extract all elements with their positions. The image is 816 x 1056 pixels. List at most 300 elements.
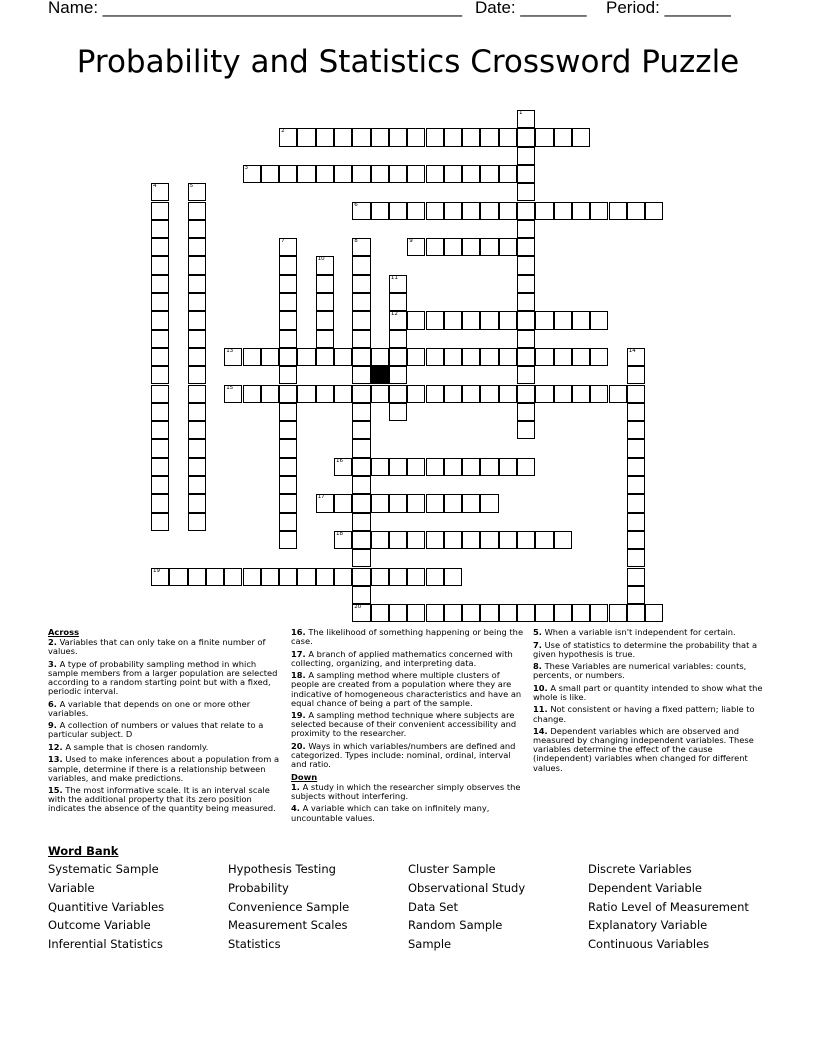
crossword-cell[interactable] <box>627 385 645 403</box>
crossword-cell[interactable] <box>352 513 370 531</box>
crossword-cell[interactable] <box>206 568 224 586</box>
crossword-cell[interactable] <box>151 293 169 311</box>
word-bank-item: Inferential Statistics <box>48 937 163 952</box>
crossword-cell[interactable] <box>334 165 352 183</box>
crossword-cell[interactable] <box>627 403 645 421</box>
crossword-cell[interactable] <box>627 494 645 512</box>
crossword-cell[interactable] <box>261 348 279 366</box>
crossword-cell[interactable] <box>554 385 572 403</box>
crossword-cell[interactable] <box>188 421 206 439</box>
crossword-cell[interactable] <box>627 586 645 604</box>
crossword-cell[interactable] <box>517 110 535 128</box>
crossword-cell[interactable] <box>279 421 297 439</box>
crossword-cell[interactable] <box>352 128 370 146</box>
crossword-cell[interactable] <box>279 275 297 293</box>
crossword-cell[interactable] <box>316 275 334 293</box>
crossword-cell[interactable] <box>572 202 590 220</box>
crossword-cell[interactable] <box>297 165 315 183</box>
crossword-cell[interactable] <box>279 403 297 421</box>
crossword-cell[interactable] <box>535 202 553 220</box>
crossword-cell[interactable] <box>407 531 425 549</box>
clues-column-1 <box>48 628 284 817</box>
crossword-cell[interactable] <box>407 202 425 220</box>
crossword-cell[interactable] <box>407 385 425 403</box>
crossword-cell[interactable] <box>389 293 407 311</box>
crossword-cell[interactable] <box>316 330 334 348</box>
crossword-cell[interactable] <box>480 165 498 183</box>
crossword-cell[interactable] <box>462 348 480 366</box>
crossword-cell[interactable] <box>151 458 169 476</box>
crossword-cell[interactable] <box>279 439 297 457</box>
crossword-cell[interactable] <box>352 275 370 293</box>
crossword-cell[interactable] <box>352 549 370 567</box>
crossword-cell[interactable] <box>316 165 334 183</box>
crossword-cell[interactable] <box>499 385 517 403</box>
crossword-cell[interactable] <box>279 494 297 512</box>
crossword-cell[interactable] <box>645 604 663 622</box>
crossword-cell[interactable] <box>389 458 407 476</box>
crossword-cell[interactable] <box>352 586 370 604</box>
across-heading: Across <box>48 627 80 637</box>
crossword-cell[interactable] <box>316 385 334 403</box>
crossword-cell[interactable] <box>480 531 498 549</box>
crossword-cell[interactable] <box>352 604 370 622</box>
crossword-cell[interactable] <box>554 311 572 329</box>
crossword-cell[interactable] <box>151 385 169 403</box>
crossword-cell[interactable] <box>151 183 169 201</box>
crossword-cell[interactable] <box>151 348 169 366</box>
crossword-cell[interactable] <box>480 348 498 366</box>
crossword-cell[interactable] <box>371 165 389 183</box>
crossword-cell[interactable] <box>609 202 627 220</box>
clue-across-13 <box>48 755 284 782</box>
crossword-cell[interactable] <box>517 458 535 476</box>
crossword-cell[interactable] <box>188 275 206 293</box>
crossword-cell[interactable] <box>389 568 407 586</box>
crossword-cell[interactable] <box>517 220 535 238</box>
crossword-cell[interactable] <box>480 238 498 256</box>
crossword-cell[interactable] <box>279 476 297 494</box>
crossword-cell[interactable] <box>188 385 206 403</box>
crossword-cell[interactable] <box>426 128 444 146</box>
crossword-cell[interactable] <box>426 385 444 403</box>
crossword-cell[interactable] <box>151 476 169 494</box>
crossword-cell[interactable] <box>627 366 645 384</box>
crossword-cell[interactable] <box>627 531 645 549</box>
crossword-cell[interactable] <box>389 202 407 220</box>
crossword-cell[interactable] <box>297 568 315 586</box>
crossword-cell[interactable] <box>572 348 590 366</box>
crossword-cell[interactable] <box>279 293 297 311</box>
crossword-cell[interactable] <box>151 568 169 586</box>
crossword-cell[interactable] <box>243 568 261 586</box>
crossword-cell[interactable] <box>462 494 480 512</box>
crossword-cell[interactable] <box>371 458 389 476</box>
crossword-cell[interactable] <box>627 549 645 567</box>
crossword-cell[interactable] <box>426 311 444 329</box>
crossword-cell[interactable] <box>352 330 370 348</box>
crossword-cell[interactable] <box>554 348 572 366</box>
crossword-cell[interactable] <box>389 403 407 421</box>
crossword-cell[interactable] <box>590 202 608 220</box>
crossword-cell[interactable] <box>572 385 590 403</box>
crossword-cell[interactable] <box>517 330 535 348</box>
crossword-cell[interactable] <box>334 385 352 403</box>
crossword-cell[interactable] <box>517 165 535 183</box>
crossword-cell[interactable] <box>444 568 462 586</box>
crossword-cell[interactable] <box>407 568 425 586</box>
crossword-cell[interactable] <box>279 311 297 329</box>
crossword-cell[interactable] <box>517 128 535 146</box>
crossword-cell[interactable] <box>151 513 169 531</box>
crossword-cell[interactable] <box>389 348 407 366</box>
crossword-cell[interactable] <box>535 385 553 403</box>
crossword-cell[interactable] <box>279 256 297 274</box>
crossword-cell[interactable] <box>188 256 206 274</box>
crossword-cell[interactable] <box>371 202 389 220</box>
crossword-cell[interactable] <box>444 202 462 220</box>
crossword-cell[interactable] <box>627 604 645 622</box>
crossword-cell[interactable] <box>590 385 608 403</box>
crossword-cell[interactable] <box>188 494 206 512</box>
crossword-cell[interactable] <box>499 604 517 622</box>
crossword-cell[interactable] <box>188 476 206 494</box>
word-bank-item: Outcome Variable <box>48 918 151 933</box>
crossword-cell[interactable] <box>426 604 444 622</box>
crossword-cell[interactable] <box>480 458 498 476</box>
crossword-cell[interactable] <box>627 202 645 220</box>
crossword-cell[interactable] <box>554 202 572 220</box>
crossword-cell[interactable] <box>352 385 370 403</box>
crossword-cell[interactable] <box>151 366 169 384</box>
crossword-cell[interactable] <box>371 531 389 549</box>
crossword-cell[interactable] <box>334 458 352 476</box>
crossword-cell[interactable] <box>316 494 334 512</box>
crossword-cell[interactable] <box>188 202 206 220</box>
crossword-cell[interactable] <box>517 183 535 201</box>
crossword-cell[interactable] <box>188 238 206 256</box>
crossword-cell[interactable] <box>444 604 462 622</box>
crossword-cell[interactable] <box>334 348 352 366</box>
crossword-cell[interactable] <box>444 128 462 146</box>
crossword-cell[interactable] <box>426 238 444 256</box>
crossword-cell[interactable] <box>316 568 334 586</box>
crossword-cell[interactable] <box>151 311 169 329</box>
crossword-cell[interactable] <box>334 494 352 512</box>
crossword-cell[interactable] <box>279 348 297 366</box>
clues-column-2 <box>291 628 524 826</box>
crossword-cell[interactable] <box>352 531 370 549</box>
crossword-cell[interactable] <box>224 348 242 366</box>
crossword-cell[interactable] <box>590 348 608 366</box>
crossword-cell[interactable] <box>352 238 370 256</box>
crossword-cell[interactable] <box>462 604 480 622</box>
crossword-cell[interactable] <box>627 568 645 586</box>
clue-across-17 <box>291 650 524 668</box>
crossword-cell[interactable] <box>462 311 480 329</box>
crossword-cell[interactable] <box>554 128 572 146</box>
crossword-cell[interactable] <box>261 568 279 586</box>
crossword-cell[interactable] <box>480 494 498 512</box>
crossword-cell[interactable] <box>407 238 425 256</box>
crossword-cell[interactable] <box>517 275 535 293</box>
crossword-cell[interactable] <box>499 458 517 476</box>
crossword-cell[interactable] <box>261 165 279 183</box>
crossword-cell[interactable] <box>188 439 206 457</box>
crossword-cell[interactable] <box>188 220 206 238</box>
crossword-cell[interactable] <box>572 604 590 622</box>
crossword-cell[interactable] <box>426 531 444 549</box>
crossword-cell[interactable] <box>297 348 315 366</box>
crossword-cell[interactable] <box>224 385 242 403</box>
crossword-cell[interactable] <box>462 385 480 403</box>
crossword-cell[interactable] <box>480 202 498 220</box>
crossword-cell[interactable] <box>627 421 645 439</box>
crossword-cell[interactable] <box>499 531 517 549</box>
crossword-cell[interactable] <box>389 494 407 512</box>
clue-number: 2. <box>48 637 57 648</box>
crossword-cell[interactable] <box>609 604 627 622</box>
crossword-cell[interactable] <box>389 275 407 293</box>
crossword-cell[interactable] <box>444 458 462 476</box>
crossword-cell[interactable] <box>517 421 535 439</box>
crossword-cell[interactable] <box>389 128 407 146</box>
crossword-cell[interactable] <box>389 366 407 384</box>
crossword-cell[interactable] <box>352 165 370 183</box>
crossword-cell[interactable] <box>517 147 535 165</box>
crossword-cell[interactable] <box>499 165 517 183</box>
crossword-cell[interactable] <box>243 348 261 366</box>
crossword-cell[interactable] <box>407 348 425 366</box>
period-field[interactable]: Period: _______ <box>606 0 731 17</box>
crossword-cell[interactable] <box>407 311 425 329</box>
crossword-cell[interactable] <box>590 311 608 329</box>
crossword-cell[interactable] <box>462 165 480 183</box>
crossword-cell[interactable] <box>188 348 206 366</box>
crossword-cell[interactable] <box>462 128 480 146</box>
crossword-cell[interactable] <box>224 568 242 586</box>
crossword-cell[interactable] <box>188 183 206 201</box>
crossword-cell[interactable] <box>499 202 517 220</box>
crossword-cell[interactable] <box>188 403 206 421</box>
clue-down-10 <box>533 684 767 702</box>
clue-text: A sampling method where multiple clusters of people are created from a population where they are indicative of homogeneous characteristics and have an equal chance of being a part of the sample. <box>291 670 522 708</box>
name-field[interactable]: Name: ______________________________________ <box>48 0 463 17</box>
crossword-cell[interactable] <box>279 568 297 586</box>
crossword-cell[interactable] <box>535 311 553 329</box>
crossword-cell[interactable] <box>554 531 572 549</box>
crossword-cell[interactable] <box>352 293 370 311</box>
crossword-cell[interactable] <box>517 531 535 549</box>
crossword-cell[interactable] <box>188 458 206 476</box>
crossword-cell[interactable] <box>151 256 169 274</box>
crossword-cell[interactable] <box>444 494 462 512</box>
crossword-cell[interactable] <box>188 568 206 586</box>
crossword-cell[interactable] <box>517 256 535 274</box>
crossword-cell[interactable] <box>517 366 535 384</box>
crossword-cell[interactable] <box>480 311 498 329</box>
crossword-cell[interactable] <box>151 494 169 512</box>
crossword-cell[interactable] <box>243 385 261 403</box>
crossword-cell[interactable] <box>352 568 370 586</box>
crossword-cell[interactable] <box>151 330 169 348</box>
clue-number: 12. <box>48 741 63 752</box>
crossword-cell[interactable] <box>517 348 535 366</box>
crossword-cell[interactable] <box>499 128 517 146</box>
date-field[interactable]: Date: _______ <box>475 0 587 17</box>
crossword-cell[interactable] <box>352 439 370 457</box>
crossword-cell[interactable] <box>517 385 535 403</box>
crossword-cell[interactable] <box>426 568 444 586</box>
crossword-cell[interactable] <box>279 128 297 146</box>
crossword-cell[interactable] <box>462 238 480 256</box>
crossword-cell[interactable] <box>535 531 553 549</box>
crossword-cell[interactable] <box>426 458 444 476</box>
crossword-cell[interactable] <box>352 202 370 220</box>
crossword-cell[interactable] <box>627 513 645 531</box>
crossword-cell[interactable] <box>462 202 480 220</box>
crossword-cell[interactable] <box>407 494 425 512</box>
crossword-cell[interactable] <box>151 220 169 238</box>
crossword-cell[interactable] <box>426 202 444 220</box>
crossword-cell[interactable] <box>316 256 334 274</box>
crossword-cell[interactable] <box>279 458 297 476</box>
crossword-cell[interactable] <box>389 330 407 348</box>
crossword-cell[interactable] <box>352 311 370 329</box>
crossword-cell[interactable] <box>426 348 444 366</box>
crossword-cell[interactable] <box>151 202 169 220</box>
crossword-cell[interactable] <box>316 293 334 311</box>
crossword-cell[interactable] <box>279 513 297 531</box>
crossword-cell[interactable] <box>407 165 425 183</box>
crossword-cell[interactable] <box>499 311 517 329</box>
crossword-cell[interactable] <box>462 531 480 549</box>
crossword-cell[interactable] <box>188 366 206 384</box>
crossword-cell[interactable] <box>279 531 297 549</box>
crossword-cell[interactable] <box>444 238 462 256</box>
crossword-cell[interactable] <box>572 311 590 329</box>
crossword-cell[interactable] <box>352 256 370 274</box>
crossword-cell[interactable] <box>279 330 297 348</box>
crossword-cell[interactable] <box>517 403 535 421</box>
crossword-cell[interactable] <box>627 458 645 476</box>
crossword-cell[interactable] <box>517 311 535 329</box>
crossword-cell[interactable] <box>371 494 389 512</box>
crossword-cell[interactable] <box>444 385 462 403</box>
crossword-cell[interactable] <box>426 165 444 183</box>
crossword-cell[interactable] <box>261 385 279 403</box>
crossword-cell[interactable] <box>279 165 297 183</box>
crossword-cell[interactable] <box>407 128 425 146</box>
crossword-cell[interactable] <box>627 439 645 457</box>
crossword-cell[interactable] <box>645 202 663 220</box>
crossword-cell[interactable] <box>151 403 169 421</box>
crossword-cell[interactable] <box>371 604 389 622</box>
crossword-cell[interactable] <box>407 458 425 476</box>
crossword-cell[interactable] <box>352 421 370 439</box>
crossword-cell[interactable] <box>151 238 169 256</box>
crossword-cell[interactable] <box>316 128 334 146</box>
crossword-cell[interactable] <box>627 348 645 366</box>
crossword-cell[interactable] <box>151 275 169 293</box>
crossword-cell[interactable] <box>334 128 352 146</box>
clue-text: A study in which the researcher simply observes the subjects without interfering. <box>291 781 521 801</box>
crossword-cell[interactable] <box>444 311 462 329</box>
crossword-cell[interactable] <box>334 568 352 586</box>
crossword-cell[interactable] <box>389 604 407 622</box>
crossword-cell[interactable] <box>535 604 553 622</box>
crossword-cell[interactable] <box>462 458 480 476</box>
crossword-cell[interactable] <box>389 311 407 329</box>
clue-across-9 <box>48 721 284 739</box>
crossword-cell[interactable] <box>371 568 389 586</box>
crossword-cell[interactable] <box>444 531 462 549</box>
crossword-cell[interactable] <box>609 385 627 403</box>
crossword-cell[interactable] <box>444 165 462 183</box>
crossword-cell[interactable] <box>352 403 370 421</box>
word-bank-item: Ratio Level of Measurement <box>588 899 749 914</box>
crossword-cell[interactable] <box>407 604 425 622</box>
cell-number: 9 <box>409 238 413 245</box>
crossword-cell[interactable] <box>352 494 370 512</box>
crossword-cell[interactable] <box>352 476 370 494</box>
crossword-cell[interactable] <box>316 348 334 366</box>
crossword-cell[interactable] <box>297 128 315 146</box>
crossword-cell[interactable] <box>188 311 206 329</box>
crossword-cell[interactable] <box>480 385 498 403</box>
crossword-cell[interactable] <box>371 348 389 366</box>
crossword-cell[interactable] <box>389 531 407 549</box>
crossword-cell[interactable] <box>389 385 407 403</box>
crossword-cell[interactable] <box>499 348 517 366</box>
crossword-cell[interactable] <box>517 604 535 622</box>
crossword-cell[interactable] <box>535 348 553 366</box>
crossword-cell[interactable] <box>426 494 444 512</box>
crossword-cell[interactable] <box>444 348 462 366</box>
crossword-cell[interactable] <box>316 311 334 329</box>
crossword-cell[interactable] <box>572 128 590 146</box>
crossword-cell[interactable] <box>151 439 169 457</box>
crossword-cell[interactable] <box>554 604 572 622</box>
crossword-cell[interactable] <box>188 330 206 348</box>
crossword-cell[interactable] <box>151 421 169 439</box>
crossword-cell[interactable] <box>371 128 389 146</box>
crossword-cell[interactable] <box>499 238 517 256</box>
crossword-cell[interactable] <box>352 348 370 366</box>
crossword-cell[interactable] <box>279 385 297 403</box>
crossword-cell[interactable] <box>334 531 352 549</box>
crossword-cell[interactable] <box>352 366 370 384</box>
crossword-cell[interactable] <box>517 293 535 311</box>
crossword-cell[interactable] <box>188 513 206 531</box>
crossword-cell[interactable] <box>480 128 498 146</box>
crossword-cell[interactable] <box>517 238 535 256</box>
crossword-cell[interactable] <box>535 128 553 146</box>
crossword-cell[interactable] <box>169 568 187 586</box>
crossword-cell[interactable] <box>352 458 370 476</box>
crossword-cell[interactable] <box>627 476 645 494</box>
crossword-cell[interactable] <box>389 165 407 183</box>
crossword-cell[interactable] <box>590 604 608 622</box>
crossword-cell[interactable] <box>243 165 261 183</box>
crossword-cell[interactable] <box>297 385 315 403</box>
crossword-cell[interactable] <box>517 202 535 220</box>
crossword-cell[interactable] <box>371 385 389 403</box>
crossword-cell[interactable] <box>188 293 206 311</box>
crossword-cell[interactable] <box>480 604 498 622</box>
crossword-cell[interactable] <box>279 366 297 384</box>
crossword-cell[interactable] <box>279 238 297 256</box>
